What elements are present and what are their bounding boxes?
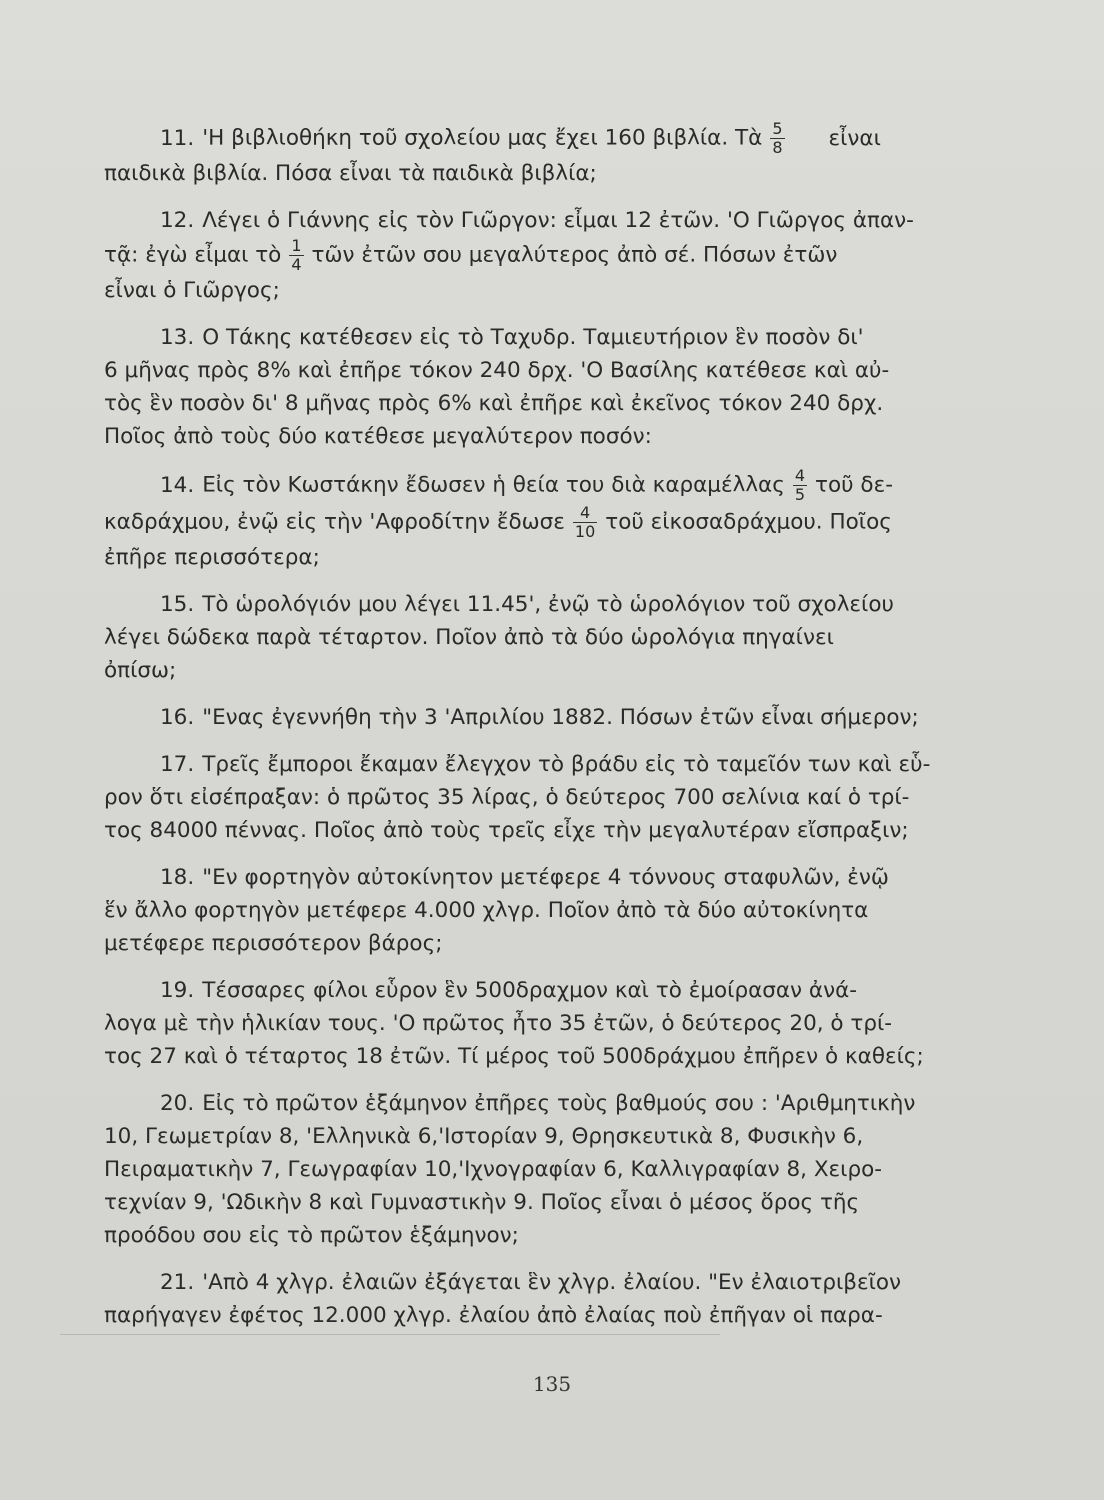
problem-number: 12. bbox=[160, 208, 195, 233]
problem-number: 14. bbox=[160, 472, 195, 498]
problem-line: τὸς ἓν ποσὸν δι' 8 μῆνας πρὸς 6% καὶ ἐπῆρε καὶ ἐκεῖνος τόκον 240 δρχ. bbox=[104, 391, 884, 416]
problem-line: τεχνίαν 9, 'Ωδικὴν 8 καὶ Γυμναστικὴν 9. Ποῖος εἶναι ὁ μέσος ὅρος τῆς bbox=[104, 1190, 860, 1215]
problem-number: 15. bbox=[160, 592, 195, 617]
problem-line: τος 27 καὶ ὁ τέταρτος 18 ἐτῶν. Τί μέρος τοῦ 500δράχμου ἐπῆρεν ὁ καθείς; bbox=[104, 1044, 924, 1069]
problem-number: 21. bbox=[160, 1270, 195, 1295]
problem-line: 10, Γεωμετρίαν 8, 'Ελληνικὰ 6,'Ιστορίαν 9, Θρησκευτικὰ 8, Φυσικὴν 6, bbox=[104, 1124, 864, 1149]
problem-line: 14. Εἰς τὸν Κωστάκην ἔδωσεν ἡ θεία του διὰ καραμέλλας $\frac{4}{5}$ τοῦ δε- bbox=[160, 466, 893, 504]
problem-line: παιδικὰ βιβλία. Πόσα εἶναι τὰ παιδικὰ βιβλία; bbox=[104, 161, 597, 186]
problem-line: 12. Λέγει ὁ Γιάννης εἰς τὸν Γιῶργον: εἶμαι 12 ἐτῶν. 'Ο Γιῶργος ἀπαν- bbox=[104, 204, 944, 237]
problem-line: 20. Εἰς τὸ πρῶτον ἑξάμηνον ἐπῆρες τοὺς βαθμούς σου : 'Αριθμητικὴν bbox=[104, 1087, 944, 1120]
problem-line: τος 84000 πέννας. Ποῖος ἀπὸ τοὺς τρεῖς εἶχε τὴν μεγαλυτέραν εἴσπραξιν; bbox=[104, 818, 909, 843]
problem-18 bbox=[104, 861, 944, 960]
problem-number: 11. bbox=[160, 125, 195, 151]
problem-number: 13. bbox=[160, 325, 195, 350]
problem-11 bbox=[104, 120, 944, 190]
problem-line: μετέφερε περισσότερον βάρος; bbox=[104, 931, 443, 956]
problem-line: 18. "Εν φορτηγὸν αὐτοκίνητον μετέφερε 4 τόννους σταφυλῶν, ἐνῷ bbox=[104, 861, 944, 894]
page-fold-divider bbox=[60, 1334, 720, 1335]
problem-line: 17. Τρεῖς ἔμποροι ἔκαμαν ἔλεγχον τὸ βράδυ εἰς τὸ ταμεῖόν των καὶ εὗ- bbox=[104, 748, 944, 781]
problem-number: 17. bbox=[160, 752, 195, 777]
fraction: $\frac{5}{8}$ bbox=[772, 119, 783, 157]
problem-line: 19. Τέσσαρες φίλοι εὗρον ἓν 500δραχμον καὶ τὸ ἐμοίρασαν ἀνά- bbox=[104, 974, 944, 1007]
problem-line: 21. 'Απὸ 4 χλγρ. ἐλαιῶν ἐξάγεται ἓν χλγρ. ἐλαίου. "Εν ἐλαιοτριβεῖον bbox=[104, 1266, 944, 1299]
problem-line: λέγει δώδεκα παρὰ τέταρτον. Ποῖον ἀπὸ τὰ δύο ὡρολόγια πηγαίνει bbox=[104, 625, 834, 650]
problem-number: 20. bbox=[160, 1091, 195, 1116]
problem-14 bbox=[104, 467, 944, 574]
problem-number: 16. bbox=[160, 705, 195, 730]
fraction: $\frac{1}{4}$ bbox=[291, 236, 302, 274]
fraction: $\frac{4}{5}$ bbox=[794, 466, 806, 504]
problem-13 bbox=[104, 321, 944, 453]
problem-line: τᾷ: ἐγὼ εἶμαι τὸ $\frac{1}{4}$ τῶν ἐτῶν σου μεγαλύτερος ἀπὸ σέ. Πόσων ἐτῶν bbox=[104, 236, 838, 274]
problem-16 bbox=[104, 701, 944, 734]
problem-line: ἕν ἄλλο φορτηγὸν μετέφερε 4.000 χλγρ. Ποῖον ἀπὸ τὰ δύο αὐτοκίνητα bbox=[104, 898, 869, 923]
problem-line: 13. Ο Τάκης κατέθεσεν εἰς τὸ Ταχυδρ. Ταμιευτήριον ἓν ποσὸν δι' bbox=[104, 321, 944, 354]
page-number: 135 bbox=[532, 1372, 572, 1396]
problems-text bbox=[104, 120, 944, 1346]
problem-17 bbox=[104, 748, 944, 847]
problem-line: Πειραματικὴν 7, Γεωγραφίαν 10,'Ιχνογραφίαν 6, Καλλιγραφίαν 8, Χειρο- bbox=[104, 1157, 882, 1182]
problem-line: προόδου σου εἰς τὸ πρῶτον ἑξάμηνον; bbox=[104, 1223, 519, 1248]
problem-line: λογα μὲ τὴν ἡλικίαν τους. 'Ο πρῶτος ἦτο 35 ἐτῶν, ὁ δεύτερος 20, ὁ τρί- bbox=[104, 1011, 893, 1036]
problem-line: εἶναι ὁ Γιῶργος; bbox=[104, 278, 280, 303]
problem-number: 18. bbox=[160, 865, 195, 890]
problem-20 bbox=[104, 1087, 944, 1252]
problem-line: 15. Τὸ ὡρολόγιόν μου λέγει 11.45', ἐνῷ τὸ ὡρολόγιον τοῦ σχολείου bbox=[104, 588, 944, 621]
problem-number: 19. bbox=[160, 978, 195, 1003]
problem-line: 16. "Ενας ἐγεννήθη τὴν 3 'Απριλίου 1882. Πόσων ἐτῶν εἶναι σήμερον; bbox=[104, 701, 944, 734]
problem-15 bbox=[104, 588, 944, 687]
problem-21 bbox=[104, 1266, 944, 1332]
problem-19 bbox=[104, 974, 944, 1073]
problem-line: ὀπίσω; bbox=[104, 658, 177, 683]
problem-line: ἐπῆρε περισσότερα; bbox=[104, 545, 320, 570]
fraction: $\frac{4}{10}$ bbox=[574, 503, 596, 541]
problem-line: 6 μῆνας πρὸς 8% καὶ ἐπῆρε τόκον 240 δρχ. 'Ο Βασίλης κατέθεσε καὶ αὐ- bbox=[104, 358, 890, 383]
problem-line: Ποῖος ἀπὸ τοὺς δύο κατέθεσε μεγαλύτερον ποσόν: bbox=[104, 424, 652, 449]
problem-line: καδράχμου, ἐνῷ εἰς τὴν 'Αφροδίτην ἔδωσε $\frac{4}{10}$ τοῦ εἰκοσαδράχμου. Ποῖος bbox=[104, 503, 892, 541]
problem-line: ρον ὅτι εἰσέπραξαν: ὁ πρῶτος 35 λίρας, ὁ δεύτερος 700 σελίνια καί ὁ τρί- bbox=[104, 785, 910, 810]
problem-line: παρήγαγεν ἐφέτος 12.000 χλγρ. ἐλαίου ἀπὸ ἐλαίας ποὺ ἐπῆγαν οἱ παρα- bbox=[104, 1303, 883, 1328]
problem-12 bbox=[104, 204, 944, 307]
problem-line: 11. 'Η βιβλιοθήκη τοῦ σχολείου μας ἔχει 160 βιβλία. Τὰ $\frac{5}{8}$ εἶναι bbox=[160, 119, 881, 157]
